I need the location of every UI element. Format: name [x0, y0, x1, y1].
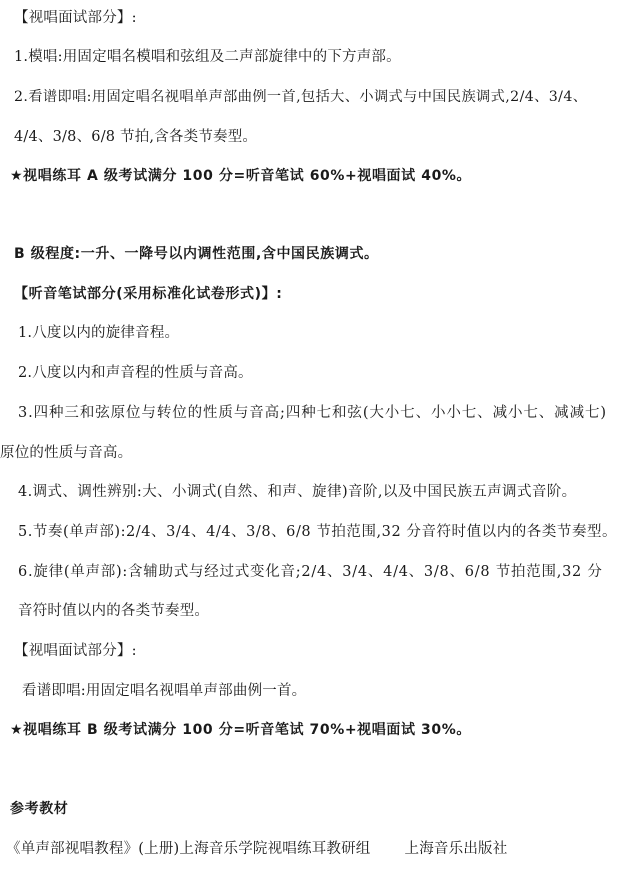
list-item-continuation: 原位的性质与音高。 [0, 445, 133, 461]
list-item: 1.八度以内的旋律音程。 [18, 325, 180, 341]
section-heading-sight-singing-a: 【视唱面试部分】: [14, 10, 137, 26]
section-heading-written-test: 【听音笔试部分(采用标准化试卷形式)】: [14, 286, 283, 302]
reference-publisher: 上海音乐出版社 [404, 841, 508, 857]
list-item: 5.节奏(单声部):2/4、3/4、4/4、3/8、6/8 节拍范围,32 分音符时值以内的各类节奏型。 [18, 524, 618, 540]
level-b-title: B 级程度:一升、一降号以内调性范围,含中国民族调式。 [14, 246, 379, 262]
section-heading-sight-singing-b: 【视唱面试部分】: [14, 643, 137, 659]
list-item: 2.看谱即唱:用固定唱名视唱单声部曲例一首,包括大、小调式与中国民族调式,2/4、3/4、 [14, 89, 588, 105]
reference-entry [6, 839, 507, 859]
references-heading: 参考教材 [10, 801, 69, 817]
list-item: 4.调式、调性辨别:大、小调式(自然、和声、旋律)音阶,以及中国民族五声调式音阶。 [18, 484, 577, 500]
list-item-continuation: 4/4、3/8、6/8 节拍,含各类节奏型。 [14, 129, 258, 145]
list-item: 看谱即唱:用固定唱名视唱单声部曲例一首。 [22, 683, 307, 699]
score-note-level-a: ★视唱练耳 A 级考试满分 100 分=听音笔试 60%+视唱面试 40%。 [10, 168, 472, 184]
list-item: 6.旋律(单声部):含辅助式与经过式变化音;2/4、3/4、4/4、3/8、6/8 节拍范围,32 分 [18, 564, 603, 580]
list-item-continuation: 音符时值以内的各类节奏型。 [18, 603, 210, 619]
score-note-level-b: ★视唱练耳 B 级考试满分 100 分=听音笔试 70%+视唱面试 30%。 [10, 722, 471, 738]
list-item: 3.四种三和弦原位与转位的性质与音高;四种七和弦(大小七、小小七、减小七、减减七) [18, 405, 607, 421]
list-item: 2.八度以内和声音程的性质与音高。 [18, 365, 253, 381]
list-item: 1.模唱:用固定唱名模唱和弦组及二声部旋律中的下方声部。 [14, 49, 401, 65]
reference-title-author: 《单声部视唱教程》(上册)上海音乐学院视唱练耳教研组 [6, 841, 371, 857]
